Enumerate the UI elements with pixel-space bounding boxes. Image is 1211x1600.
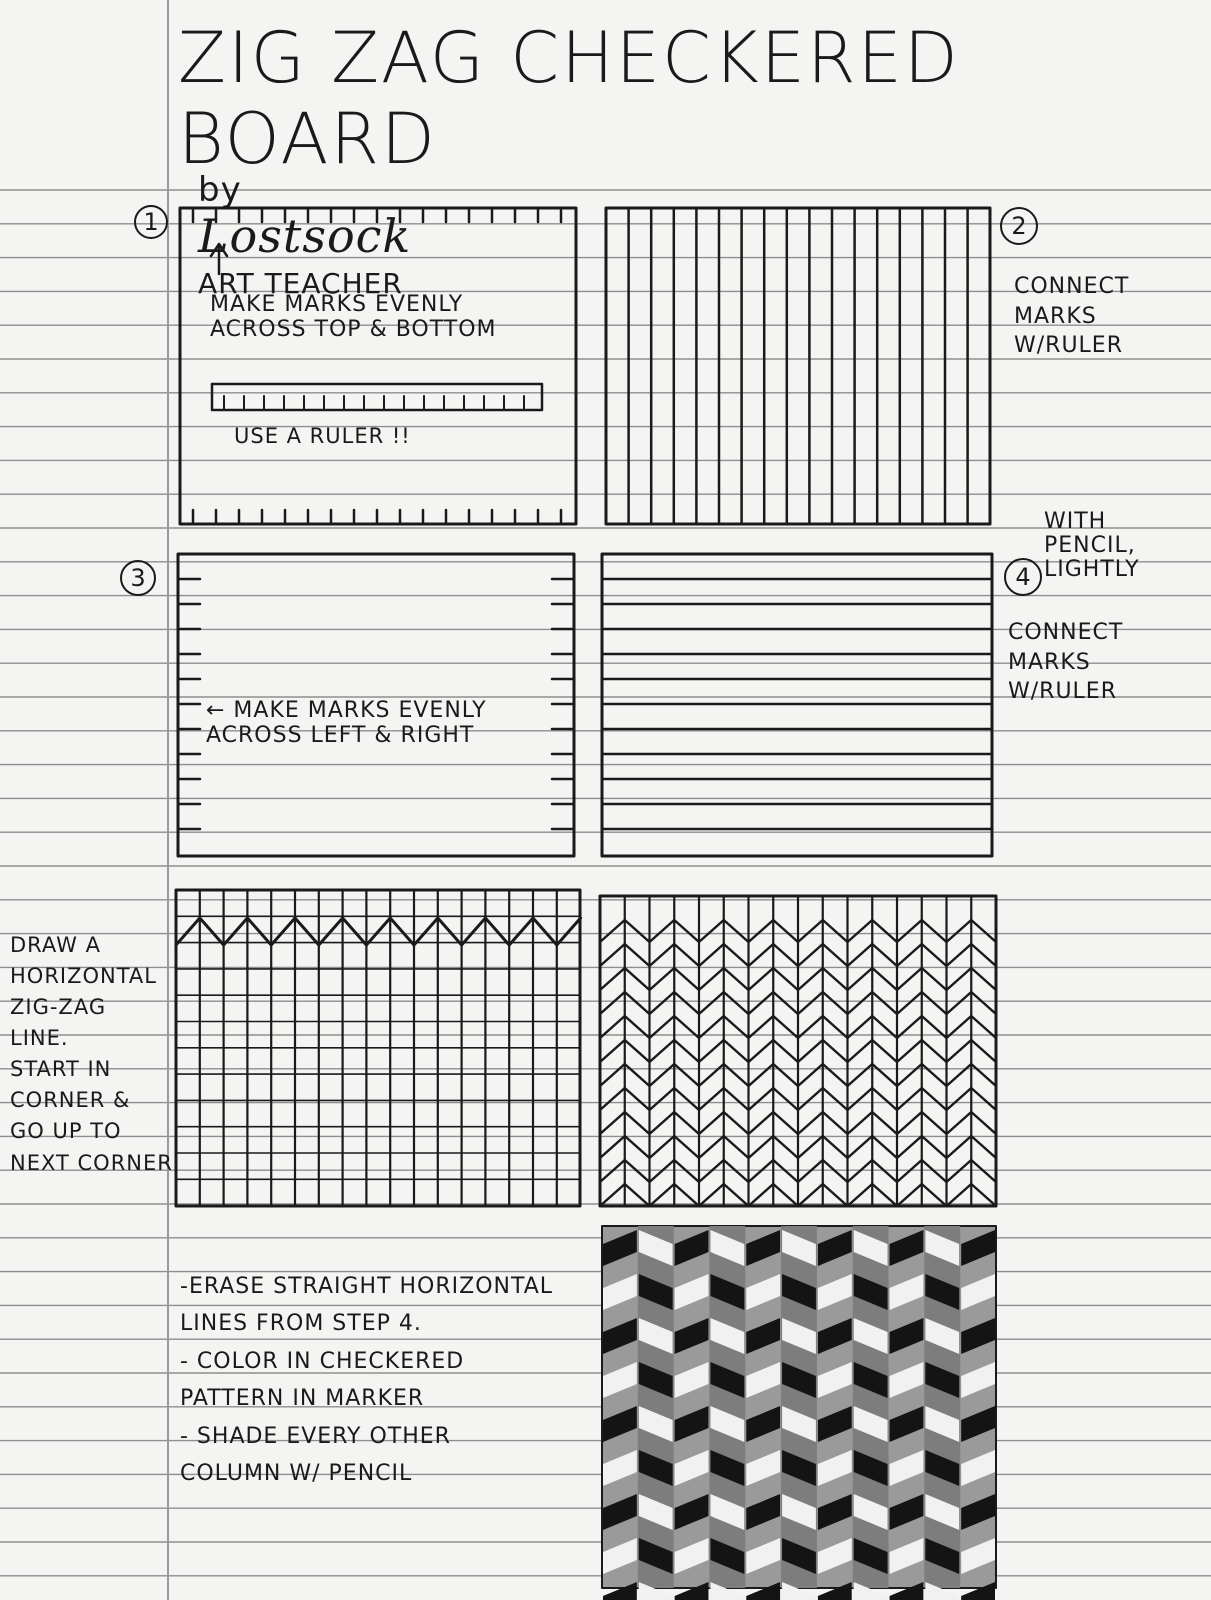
step-1-number: 1 bbox=[134, 205, 168, 239]
byline-role: ART TEACHER bbox=[198, 267, 403, 301]
step-4-number: 4 bbox=[1004, 558, 1042, 596]
step-2-instruction: CONNECT MARKS W/RULER bbox=[1014, 274, 1130, 359]
ruler-icon bbox=[212, 384, 542, 410]
zigzag-line bbox=[176, 918, 581, 945]
step-5-instruction: DRAW A HORIZONTAL ZIG-ZAG LINE. START IN CORNER & GO UP TO NEXT CORNER bbox=[10, 933, 173, 1175]
panel-7-finished-pattern bbox=[602, 1226, 996, 1600]
step-1-instruction: MAKE MARKS EVENLY ACROSS TOP & BOTTOM bbox=[210, 292, 497, 343]
byline-by: by bbox=[198, 170, 242, 211]
step-4-instruction: CONNECT MARKS W/RULER bbox=[1008, 620, 1124, 705]
step-3-number: 3 bbox=[120, 560, 156, 596]
panel-2-frame bbox=[606, 208, 990, 524]
byline bbox=[198, 132, 411, 302]
step-1-ruler-note: USE A RULER !! bbox=[234, 424, 411, 448]
step-4-pencil-note: WITH PENCIL, LIGHTLY bbox=[1044, 509, 1140, 583]
step-2-number: 2 bbox=[1000, 207, 1038, 245]
page-title: ZIG ZAG CHECKERED BOARD bbox=[178, 17, 960, 180]
step-3-instruction: ← MAKE MARKS EVENLY ACROSS LEFT & RIGHT bbox=[206, 698, 487, 749]
author-signature: Lostsock bbox=[198, 209, 412, 264]
step-6-instruction: -ERASE STRAIGHT HORIZONTAL LINES FROM STEP 4. - COLOR IN CHECKERED PATTERN IN MARKER - SHADE EVERY OTHER COLUMN W/ PENCIL bbox=[180, 1274, 554, 1486]
